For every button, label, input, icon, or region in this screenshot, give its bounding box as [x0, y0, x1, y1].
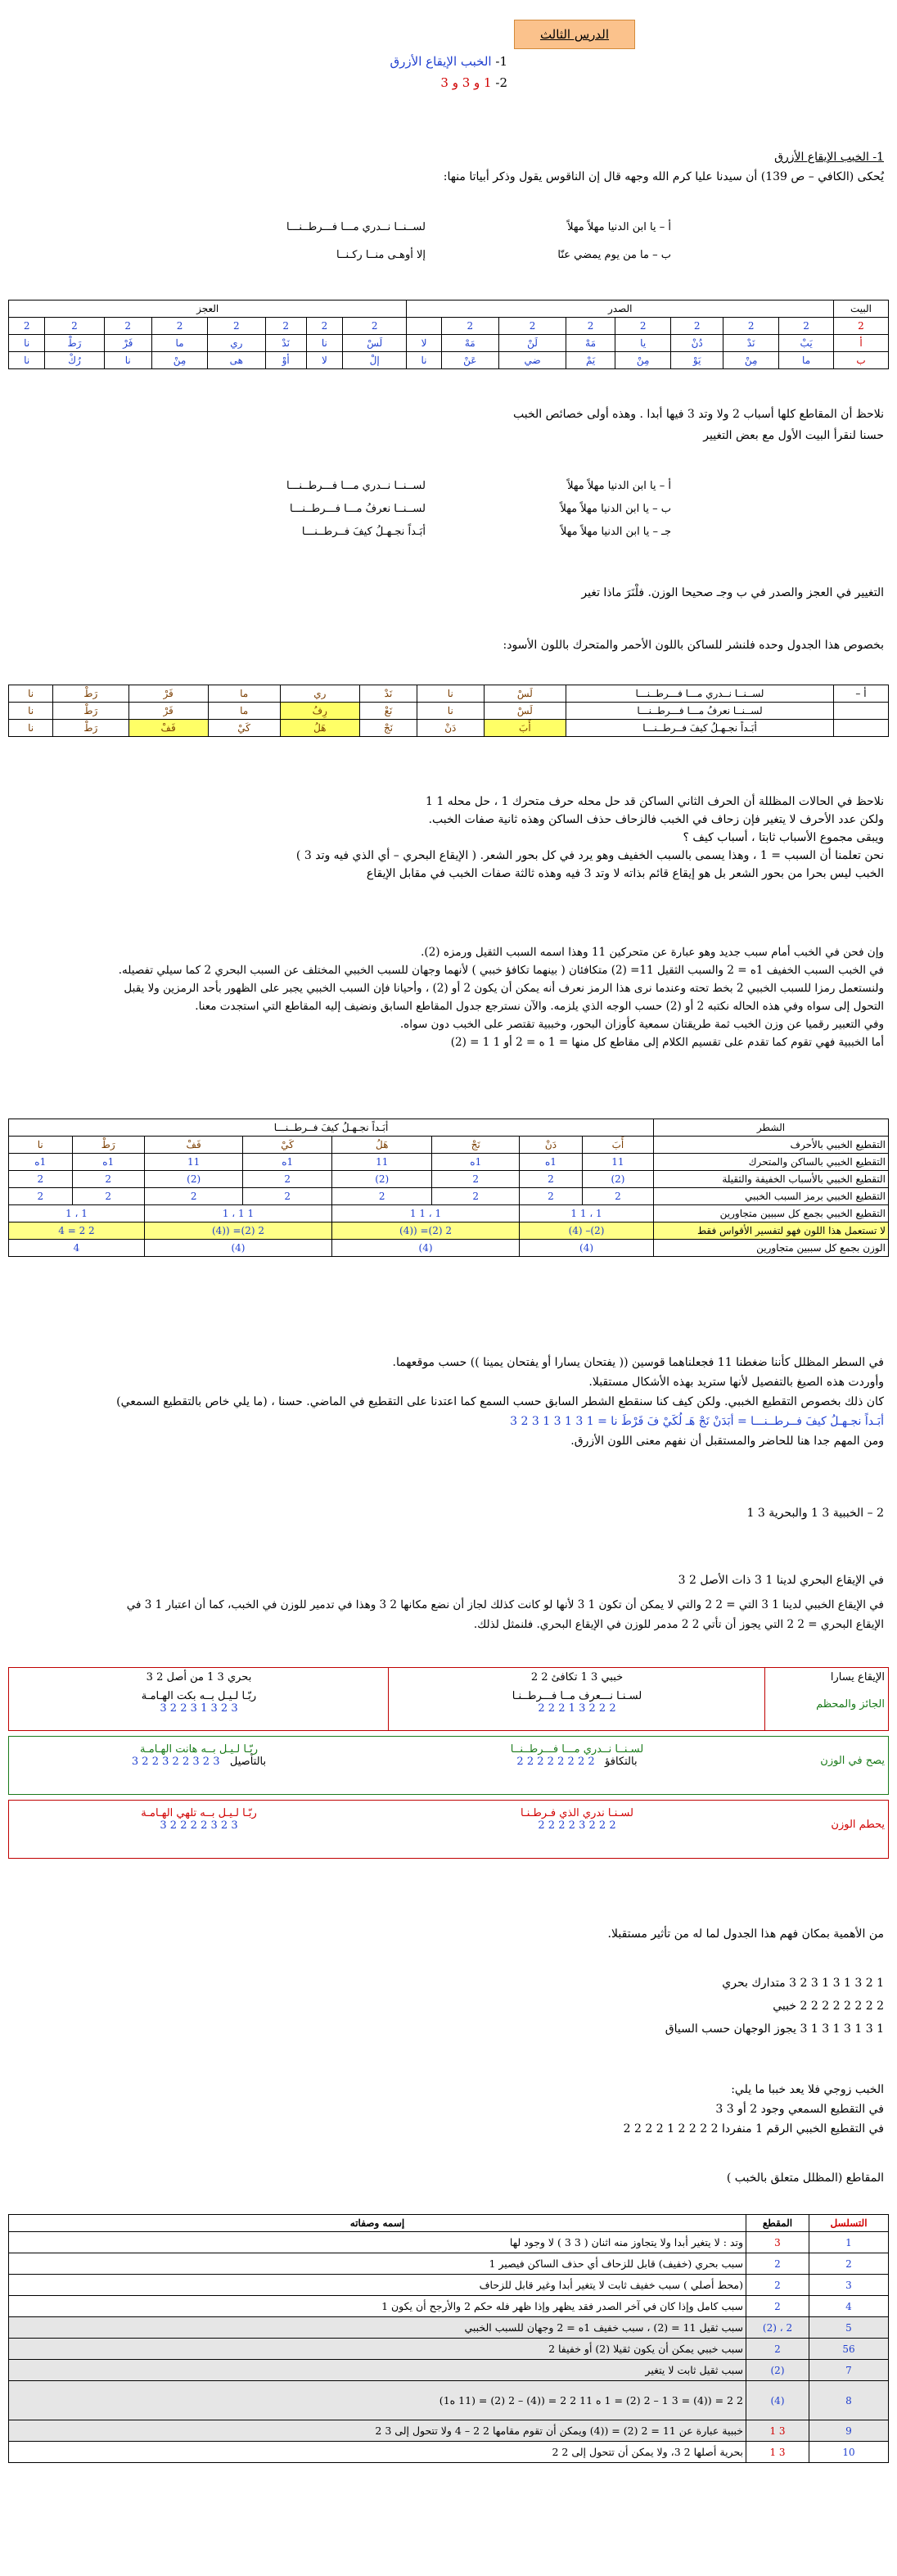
table5-cell-desc: خببية عبارة عن 11 = 2 (2) = ((4) ويمكن أن تقوم مقامها 2 2 – 4 ولا تتحول إلى 3 2 [9, 2420, 746, 2442]
notes4-line-2: وأوردت هذه الصيغ بالتفصيل لأنها ستريد بهذه الأشكال مستقبلا. [588, 1376, 884, 1389]
notes1-p2: حسنا لنقرأ البيت الأول مع بعض التغيير [703, 429, 884, 442]
comp-r3-label: يحطم الوزن [831, 1819, 885, 1831]
table3-cell: 2 [144, 1188, 242, 1205]
table1-cell: لَسْ [342, 335, 406, 352]
table1-cell: 2 [342, 318, 406, 335]
table2-row [9, 685, 889, 703]
table5-cell-desc: 2 2 = ((4) = 3 1 – 2 (2) = 1 ه 11 2 2 = ((4) – 2 (2) = (11 ه1) [9, 2381, 746, 2420]
comp-block-3 [8, 1800, 889, 1859]
table3-cell: 2 [582, 1188, 653, 1205]
table1-cell: 2 [441, 318, 498, 335]
syllable-table-2 [8, 685, 889, 737]
section2-p1: في الإيقاع البحري لدينا 1 3 ذات الأصل 2 3 [678, 1574, 884, 1587]
table3-row [9, 1205, 889, 1222]
v3-left: أبَـداً نجـهـلُ كيفَ فــرطــنـــا [301, 526, 426, 538]
table1-cell: 2 [615, 318, 671, 335]
table1-header-bait: البيت [834, 301, 889, 318]
notes2-line-4: نحن تعلمنا أن السبب = 1 ، وهذا يسمى بالسبب الخفيف وهو يرد في كل بحور الشعر. ( الإيقاع البحري – أي الذي فيه وتد 3 ) [295, 849, 884, 862]
notes4 [16, 1353, 884, 1451]
table3-verse: أبَـداً نجـهـلُ كيفَ فــرطــنـــا [9, 1119, 654, 1137]
notes3 [16, 943, 884, 1051]
syllables-table [8, 2214, 889, 2463]
comp-header-right: الإيقاع يسارا [830, 1671, 885, 1683]
table2-cell: ما [208, 703, 280, 720]
table3-cell: 11 [582, 1154, 653, 1171]
notes1-p4: بخصوص هذا الجدول وحده فلنشر للساكن باللون الأحمر والمتحرك باللون الأسود: [503, 639, 884, 652]
table2-cell: فَفْ [128, 720, 208, 737]
notes3-line-2: في الخبب السبب الخفيف 1ه = 2 والسبب الثقيل 11= (2) متكافئان ( بينهما تكافؤ خببي ) لأنهما وجهان للسبب الخببي المختلف عن السبب البحري 2 كما سيلي تفصيله. [118, 964, 884, 977]
table1-cell: هى [208, 352, 265, 369]
notes5-l3: 1 3 1 3 1 3 1 3 يجوز الوجهان حسب السياق [665, 2022, 884, 2036]
table1-cell: 2 [151, 318, 207, 335]
comp-r3-mid-verse: لسـنـا ندري الذي فـرطـنـا [521, 1807, 633, 1819]
table2-cell: نَجْ [360, 720, 417, 737]
table5-cell-num: 56 [809, 2339, 889, 2360]
notes5-p2: الخبب زوجي فلا يعد خببا ما يلي: [731, 2083, 884, 2096]
table5-cell-num: 1 [809, 2232, 889, 2253]
table1-cell: ما [151, 335, 207, 352]
table2-cell: ما [208, 685, 280, 703]
table3-cell: (4) [144, 1240, 331, 1257]
table5-cell-num: 2 [809, 2253, 889, 2275]
lesson-title: الدرس الثالث [539, 27, 610, 42]
table5-cell-sym: 3 [746, 2232, 809, 2253]
table3-cell: (4) [520, 1240, 654, 1257]
section1-heading: 1- الخبب الإيقاع الأزرق [774, 151, 884, 164]
table5-cell-sym: 2 [746, 2275, 809, 2296]
table3-cell: 2 [72, 1188, 144, 1205]
v3-right: جـ – يا ابن الدنيا مهلاً مهلاً [560, 526, 671, 538]
notes5-p1: من الأهمية بمكان فهم هذا الجدول لما له من تأثير مستقبلا. [607, 1927, 884, 1941]
syllable-table-1 [8, 300, 889, 369]
table1-cell: نا [104, 352, 151, 369]
table3-cell: 2 (2)= ((4) [331, 1222, 519, 1240]
table5-cell-num: 8 [809, 2381, 889, 2420]
comp-r1-left-verse: ربّـا لـيـل بــه بكت الهـامـة [141, 1690, 257, 1702]
table2-cell: رَطْ [53, 685, 128, 703]
table5-row [9, 2339, 889, 2360]
table3-cell: 4 [9, 1240, 145, 1257]
notes5-p3: في التقطيع السمعي وجود 2 أو 3 3 [715, 2103, 884, 2116]
t5-header-num: التسلسل [809, 2215, 889, 2232]
table1-row-b [9, 352, 889, 369]
comp-r2-mid-verse: لسـنــا نــدري مـــا فـــرطــنــا [510, 1743, 644, 1756]
table5-cell-num: 4 [809, 2296, 889, 2317]
table2-cell: نَعْ [360, 703, 417, 720]
table3-cell: 1 ، 1 [9, 1205, 145, 1222]
table5-row [9, 2275, 889, 2296]
table1-cell: 2 [566, 318, 615, 335]
v2-right: ب – يا ابن الدنيا مهلاً مهلاً [560, 503, 671, 515]
table2-cell: نا [9, 703, 53, 720]
table3-cell: 1 1 ، 1 [144, 1205, 331, 1222]
table5-cell-sym: 2 [746, 2253, 809, 2275]
notes1-p3: التغيير في العجز والصدر في ب وجـ صحيحا الوزن. فلْنَرَ ماذا تغير [581, 586, 884, 599]
table2-cell: ري [280, 685, 360, 703]
table3-cell: نَجْ [432, 1137, 520, 1154]
comp-r3-left-verse: ربّـا لـيـل بــه تلهي الهـامـة [141, 1807, 257, 1819]
table1-cell: أ [834, 335, 889, 352]
table1-cell: رُكْ [45, 352, 104, 369]
table1-cell: ما [779, 352, 834, 369]
table5-cell-sym: 3 1 [746, 2442, 809, 2463]
table1-cell: ضي [498, 352, 566, 369]
table1-cell: نَدْ [723, 335, 779, 352]
table2-cell: نا [9, 685, 53, 703]
table5-cell-num: 5 [809, 2317, 889, 2339]
comp-block-1 [8, 1667, 889, 1731]
table1-cell: مِنْ [723, 352, 779, 369]
comp-header-mid: خببي 3 1 تكافئ 2 2 [530, 1671, 624, 1683]
table3-cell: فَفْ [144, 1137, 242, 1154]
notes5-p4: في التقطيع الخببي الرقم 1 منفردا 2 2 2 2 1 2 2 2 2 [623, 2122, 884, 2135]
table3-cell: هَلُ [331, 1137, 431, 1154]
comp-r2-left-nums: 3 2 3 2 2 3 2 2 3 [131, 1756, 220, 1768]
table1-cell: 2 [834, 318, 889, 335]
table1-cell: مَهْ [566, 335, 615, 352]
table3-cell: 1ه [520, 1154, 583, 1171]
table3-row [9, 1188, 889, 1205]
comp-r1-mid-nums: 2 2 2 3 1 2 2 2 [538, 1702, 616, 1715]
table2-cell: رَطْ [53, 720, 128, 737]
table2-cell: هَلُ [280, 720, 360, 737]
table3-cell: 2 [520, 1188, 583, 1205]
table1-cell: 2 [104, 318, 151, 335]
table1-cell: يَوْ [671, 352, 723, 369]
table5-cell-num: 7 [809, 2360, 889, 2381]
table2-cell: نَدْ [360, 685, 417, 703]
comp-r2-label: يصح في الوزن [820, 1755, 885, 1767]
table3-cell: رَطْ [72, 1137, 144, 1154]
table1-cell: يَبْ [779, 335, 834, 352]
table1-cell [407, 318, 441, 335]
table1-cell: ري [208, 335, 265, 352]
table1-cell: ب [834, 352, 889, 369]
table5-row [9, 2253, 889, 2275]
notes3-line-1: وإن فحن في الخبب أمام سبب جديد وهو عبارة عن متحركين 11 وهذا اسمه السبب الثقيل ورمزه (2). [421, 946, 884, 959]
table1-header-sadr: الصدر [407, 301, 834, 318]
table3-row-label: الوزن بجمع كل سببين متجاورين [654, 1240, 889, 1257]
table1-cell: 2 [779, 318, 834, 335]
comp-r3-left-nums: 3 2 3 2 2 2 2 3 [160, 1819, 238, 1832]
table3-cell: 2 [243, 1188, 332, 1205]
comp-r2-left-verse: ربّـا لـيـل بــه هانت الهـامـة [139, 1743, 259, 1756]
table3-row [9, 1137, 889, 1154]
section2-p3: الإيقاع البحري = 2 2 التي يجوز أن تأتي 2 2 مدمر للوزن في الإيقاع البحري. فلنمثل لذلك. [473, 1618, 884, 1631]
table1-cell: لا [407, 335, 441, 352]
notes3-line-3: ولنستعمل رمزا للسبب الخببي 2 بخط تحته وعندما نرى هذا الرمز نعرف أنه يمكن أن يكون 2 أو (2) ، وأحيانا فإن السبب الخببي يجبر على الظهور بأحد الرمزين ولا يقبل [124, 982, 884, 995]
table3-cell: أَبَ [582, 1137, 653, 1154]
table2-cell: دَنْ [417, 720, 484, 737]
table2-cell: رِفُ [280, 703, 360, 720]
table1-cell: لا [306, 352, 342, 369]
table3-cell: (2) [582, 1171, 653, 1188]
table1-cell: 2 [45, 318, 104, 335]
notes4-line-5: ومن المهم جدا هنا للحاضر والمستقبل أن نفهم معنى اللون الأزرق. [570, 1435, 884, 1448]
toc-item-2: 2- 1 و 3 و 3 [440, 75, 507, 90]
table3-row [9, 1171, 889, 1188]
table1-cell: نا [407, 352, 441, 369]
notes3-line-6: أما الخببية فهي تقوم كما تقدم على تقسيم الكلام إلى مقاطع كل منها = 1 ه = 2 أو 1 1 = (2) [450, 1036, 884, 1049]
table5-row [9, 2360, 889, 2381]
table1-cell: نا [9, 352, 45, 369]
table5-cell-desc: وتد : لا يتغير أبدا ولا يتجاوز منه اثنان ( 3 3 ) لا وجود لها [9, 2232, 746, 2253]
table3-cell: 11 [331, 1154, 431, 1171]
table3-cell: 2 (2)= ((4) [144, 1222, 331, 1240]
table1-cell: عَنْ [441, 352, 498, 369]
table5-row [9, 2296, 889, 2317]
table3-row [9, 1222, 889, 1240]
table2-cell: لَسْ [484, 703, 566, 720]
comp-header-left: بحري 3 1 من أصل 2 3 [146, 1671, 252, 1683]
table5-row [9, 2420, 889, 2442]
table2-verse: أبَـداً نجـهـلُ كيفَ فــرطــنـــا [566, 720, 834, 737]
table3-cell: 2 [9, 1171, 73, 1188]
table2-cell: لَسْ [484, 685, 566, 703]
section1-intro: يُحكى (الكافي – ص 139) أن سيدنا عليا كرم الله وجهه قال إن الناقوس يقول وذكر أبياتا منها: [443, 170, 884, 183]
table5-cell-sym: 2 ، (2) [746, 2317, 809, 2339]
table1-cell: مِنْ [151, 352, 207, 369]
table3-cell: (2) [331, 1171, 431, 1188]
comp-r2-mid-nums: 2 2 2 2 2 2 2 2 [516, 1756, 595, 1768]
table2-verse: لســنــا نــدري مـــا فـــرطــنـــا [566, 685, 834, 703]
comparison-table [8, 1667, 889, 1865]
table1-cell: نا [306, 335, 342, 352]
v1-right: أ – يا ابن الدنيا مهلاً مهلاً [567, 480, 671, 492]
table5-cell-desc: سبب كامل وإذا كان في آخر الصدر فقد يظهر وإذا ظهر فله حكم 2 والأرجح أن يكون 1 [9, 2296, 746, 2317]
section2-p2: في الإيقاع الخببي لدينا 1 3 التي = 2 2 والتي لا يمكن أن تكون 1 3 لأنها لو كانت كذلك لجاز أن نضع مكانها 2 3 وهذا في تدمير للوزن في الخبب، كما أن اعتبار 1 3 في [126, 1598, 884, 1611]
notes4-line-3: كان ذلك بخصوص التقطيع الخببي. ولكن كيف كنا سنقطع الشطر السابق حسب السمع كما اعتدنا على التقطيع في الماضي. حسنا ، (ما يلي خاص بالتقطيع السمعي) [116, 1395, 884, 1408]
table3-cell: 2 2 = 4 [9, 1222, 145, 1240]
table1-cell: لَنْ [498, 335, 566, 352]
comp-block-2 [8, 1736, 889, 1795]
notes5-l2: 2 2 2 2 2 2 2 2 خببي [773, 2000, 884, 2013]
table1-cell: نا [9, 335, 45, 352]
table1-cell: 2 [306, 318, 342, 335]
table5-cell-num: 10 [809, 2442, 889, 2463]
table3-cell: 2 [432, 1188, 520, 1205]
table5-cell-desc: بحرية أصلها 2 3، ولا يمكن أن تتحول إلى 2 2 [9, 2442, 746, 2463]
table3-cell: 1 ، 1 1 [331, 1205, 519, 1222]
table5-row [9, 2442, 889, 2463]
table1-cell: مَهْ [441, 335, 498, 352]
t5-header-desc: إسمه وصفاته [9, 2215, 746, 2232]
table3-cell: 2 [520, 1171, 583, 1188]
t5-header-sym: المقطع [746, 2215, 809, 2232]
table5-cell-desc: سبب بحري (خفيف) قابل للزحاف أي حذف الساكن فيصير 1 [9, 2253, 746, 2275]
table5-cell-desc: سبب خببي يمكن أن يكون ثقيلا (2) أو خفيفا 2 [9, 2339, 746, 2360]
comp-r1-mid-verse: لسـنـا نـــعرف مــا فـــرطــنـا [512, 1690, 642, 1702]
verse-b-right: ب – ما من يوم يمضي عنّا [557, 249, 671, 261]
table5-row [9, 2317, 889, 2339]
section2-heading: 2 – الخببية 3 1 والبحرية 3 1 [746, 1507, 884, 1520]
notes2 [49, 793, 884, 883]
table2-row [9, 703, 889, 720]
table1-cell: مِنْ [615, 352, 671, 369]
table1-cell: 2 [9, 318, 45, 335]
notes5-p5: المقاطع (المظلل متعلق بالخبب ) [726, 2172, 884, 2185]
table5-cell-sym: 2 [746, 2296, 809, 2317]
table3-cell: 2 [243, 1171, 332, 1188]
table3-cell: 2 [331, 1188, 431, 1205]
table1-header-ajz: العجز [9, 301, 407, 318]
table5-cell-sym: (4) [746, 2381, 809, 2420]
comp-r2-left-tag: بالتأصيل [229, 1756, 267, 1768]
notes1-p1: نلاحظ أن المقاطع كلها أسباب 2 ولا وتد 3 فيها أبدا . وهذه أولى خصائص الخبب [512, 408, 884, 421]
table1-cell: إلْ [342, 352, 406, 369]
table3-cell: 2 [432, 1171, 520, 1188]
table2-row-label [834, 703, 889, 720]
v1-left: لســنــا نــدري مـــا فـــرطــنـــا [286, 480, 426, 492]
table3-cell: 1ه [432, 1154, 520, 1171]
table2-row [9, 720, 889, 737]
comp-r2-mid-tag: بالتكافؤ [605, 1756, 638, 1768]
table1-cell: رَطْ [45, 335, 104, 352]
table1-cell: نَدْ [265, 335, 306, 352]
table5-row [9, 2232, 889, 2253]
toc [311, 54, 507, 90]
table3-cell: (2) [144, 1171, 242, 1188]
table5-cell-num: 9 [809, 2420, 889, 2442]
table3-header: الشطر [654, 1119, 889, 1137]
table5-cell-desc: سبب ثقيل 11 = (2) ، سبب خفيف 1ه = 2 وجهان للسبب الخببي [9, 2317, 746, 2339]
table2-cell: نا [417, 685, 484, 703]
notes3-line-4: التحول إلى سواه وفي هذه الحاله نكتبه 2 أو (2) حسب الوجه الذي يلزمه. والآن نسترجع جدول المقاطع السابق ونضيف إليه المقاطع التي استجدت معنا. [195, 1000, 884, 1013]
table1-row-a [9, 335, 889, 352]
table1-row-digits [9, 318, 889, 335]
notes4-line-4: أبَـداً نجـهـلُ كيفَ فــرطــنـــا = أبَدَنْ نَجْ هَـ لُكَيْ فَ فَرْطَ نا = 1 3 1 3 1 3 2 3 [510, 1415, 884, 1428]
table3-row-label: التقطيع الخببي برمز السبب الخببي [654, 1188, 889, 1205]
table5-cell-desc: (محط أصلي ) سبب خفيف ثابت لا يتغير أبدا وغير قابل للزحاف [9, 2275, 746, 2296]
verse-b-left: إلا أوهـى منــا ركـنــا [336, 249, 426, 261]
table3-cell: 1ه [72, 1154, 144, 1171]
notes4-line-1: في السطر المظلل كأننا ضغطنا 11 فجعلناهما قوسين (( يفتحان يسارا أو يفتحان يمينا )) حسب موقعهما. [392, 1356, 884, 1369]
table1-cell: 2 [723, 318, 779, 335]
table1-cell: فَرْ [104, 335, 151, 352]
table3-cell: دَنْ [520, 1137, 583, 1154]
verse-a-left: لســنــا نــدري مـــا فـــرطــنـــا [286, 221, 426, 233]
syllable-table-3 [8, 1119, 889, 1257]
table2-verse: لســنــا نعرفُ مـــا فـــرطــنـــا [566, 703, 834, 720]
table1-cell: دُنْ [671, 335, 723, 352]
verse-a-right: أ – يا ابن الدنيا مهلاً مهلاً [567, 221, 671, 233]
table2-row-label [834, 720, 889, 737]
table3-cell: (2)– (4) [520, 1222, 654, 1240]
table1-cell: 2 [208, 318, 265, 335]
table2-cell: رَطْ [53, 703, 128, 720]
table5-row [9, 2381, 889, 2420]
toc-item-1: 1- الخبب الإيقاع الأزرق [390, 54, 507, 69]
table3-row [9, 1240, 889, 1257]
table2-cell: نا [9, 720, 53, 737]
table1-cell: أوْ [265, 352, 306, 369]
table1-cell: 2 [265, 318, 306, 335]
notes2-line-3: ويبقى مجموع الأسباب ثابتا ، أسباب كيف ؟ [683, 831, 884, 844]
notes2-line-5: الخبب ليس بحرا من بحور الشعر بل هو إيقاع قائم بذاته لا وتد 3 فيه وهذه ثالثة صفات الخبب في مقابل الإيقاع [366, 867, 884, 880]
table3-row-label: لا تستعمل هذا اللون فهو لتفسير الأقواس فقط [654, 1222, 889, 1240]
comp-r1-left-nums: 3 2 3 1 3 2 2 3 [160, 1702, 238, 1715]
lesson-title-box [514, 20, 635, 49]
table5-cell-sym: (2) [746, 2360, 809, 2381]
table5-cell-sym: 3 1 [746, 2420, 809, 2442]
table2-cell: كَيْ [208, 720, 280, 737]
table5-cell-desc: سبب ثقيل ثابت لا يتغير [9, 2360, 746, 2381]
table3-row [9, 1154, 889, 1171]
table2-cell: أَبَ [484, 720, 566, 737]
table3-row-label: التقطيع الخببي بالأحرف [654, 1137, 889, 1154]
table5-cell-num: 3 [809, 2275, 889, 2296]
table2-row-label: أ – [834, 685, 889, 703]
table3-cell: 2 [9, 1188, 73, 1205]
comp-r3-mid-nums: 2 2 2 3 2 2 2 2 [538, 1819, 616, 1832]
notes2-line-1: نلاحظ في الحالات المظللة أن الحرف الثاني الساكن قد حل محله حرف متحرك 1 ، حل محله 1 1 [426, 795, 884, 808]
table3-row-label: التقطيع الخببي بالساكن والمتحرك [654, 1154, 889, 1171]
v2-left: لســنــا نعرفُ مـــا فـــرطــنـــا [289, 503, 426, 515]
table3-cell: 1ه [9, 1154, 73, 1171]
table1-cell: يا [615, 335, 671, 352]
table3-cell: نا [9, 1137, 73, 1154]
table3-cell: 11 [144, 1154, 242, 1171]
notes3-line-5: وفي التعبير رقميا عن وزن الخبب ثمة طريقتان سمعية كأوزان البحور، وخببية تقتصر على الخبب دون سواه. [399, 1018, 884, 1031]
notes2-line-2: ولكن عدد الأحرف لا يتغير فإن زحاف في الخبب فالزحاف حذف الساكن وهذه ثانية صفات الخبب. [428, 813, 884, 826]
table3-row-label: التقطيع الخببي بالأسباب الخفيفة والثقيلة [654, 1171, 889, 1188]
table3-cell: 2 [72, 1171, 144, 1188]
table1-cell: 2 [498, 318, 566, 335]
table3-cell: 1 ، 1 1 [520, 1205, 654, 1222]
table1-cell: 2 [671, 318, 723, 335]
table2-cell: فَرْ [128, 703, 208, 720]
notes5-l1: 1 2 3 1 3 1 3 2 3 متدارك بحري [722, 1977, 884, 1990]
table3-row-label: التقطيع الخببي بجمع كل سببين متجاورين [654, 1205, 889, 1222]
table2-cell: فَرْ [128, 685, 208, 703]
comp-r1-label: الجائز والمحظم [816, 1698, 885, 1711]
table2-cell: نا [417, 703, 484, 720]
table3-cell: (4) [331, 1240, 519, 1257]
table3-cell: كَيْ [243, 1137, 332, 1154]
table1-cell: يَمْ [566, 352, 615, 369]
table5-cell-sym: 2 [746, 2339, 809, 2360]
table3-cell: 1ه [243, 1154, 332, 1171]
